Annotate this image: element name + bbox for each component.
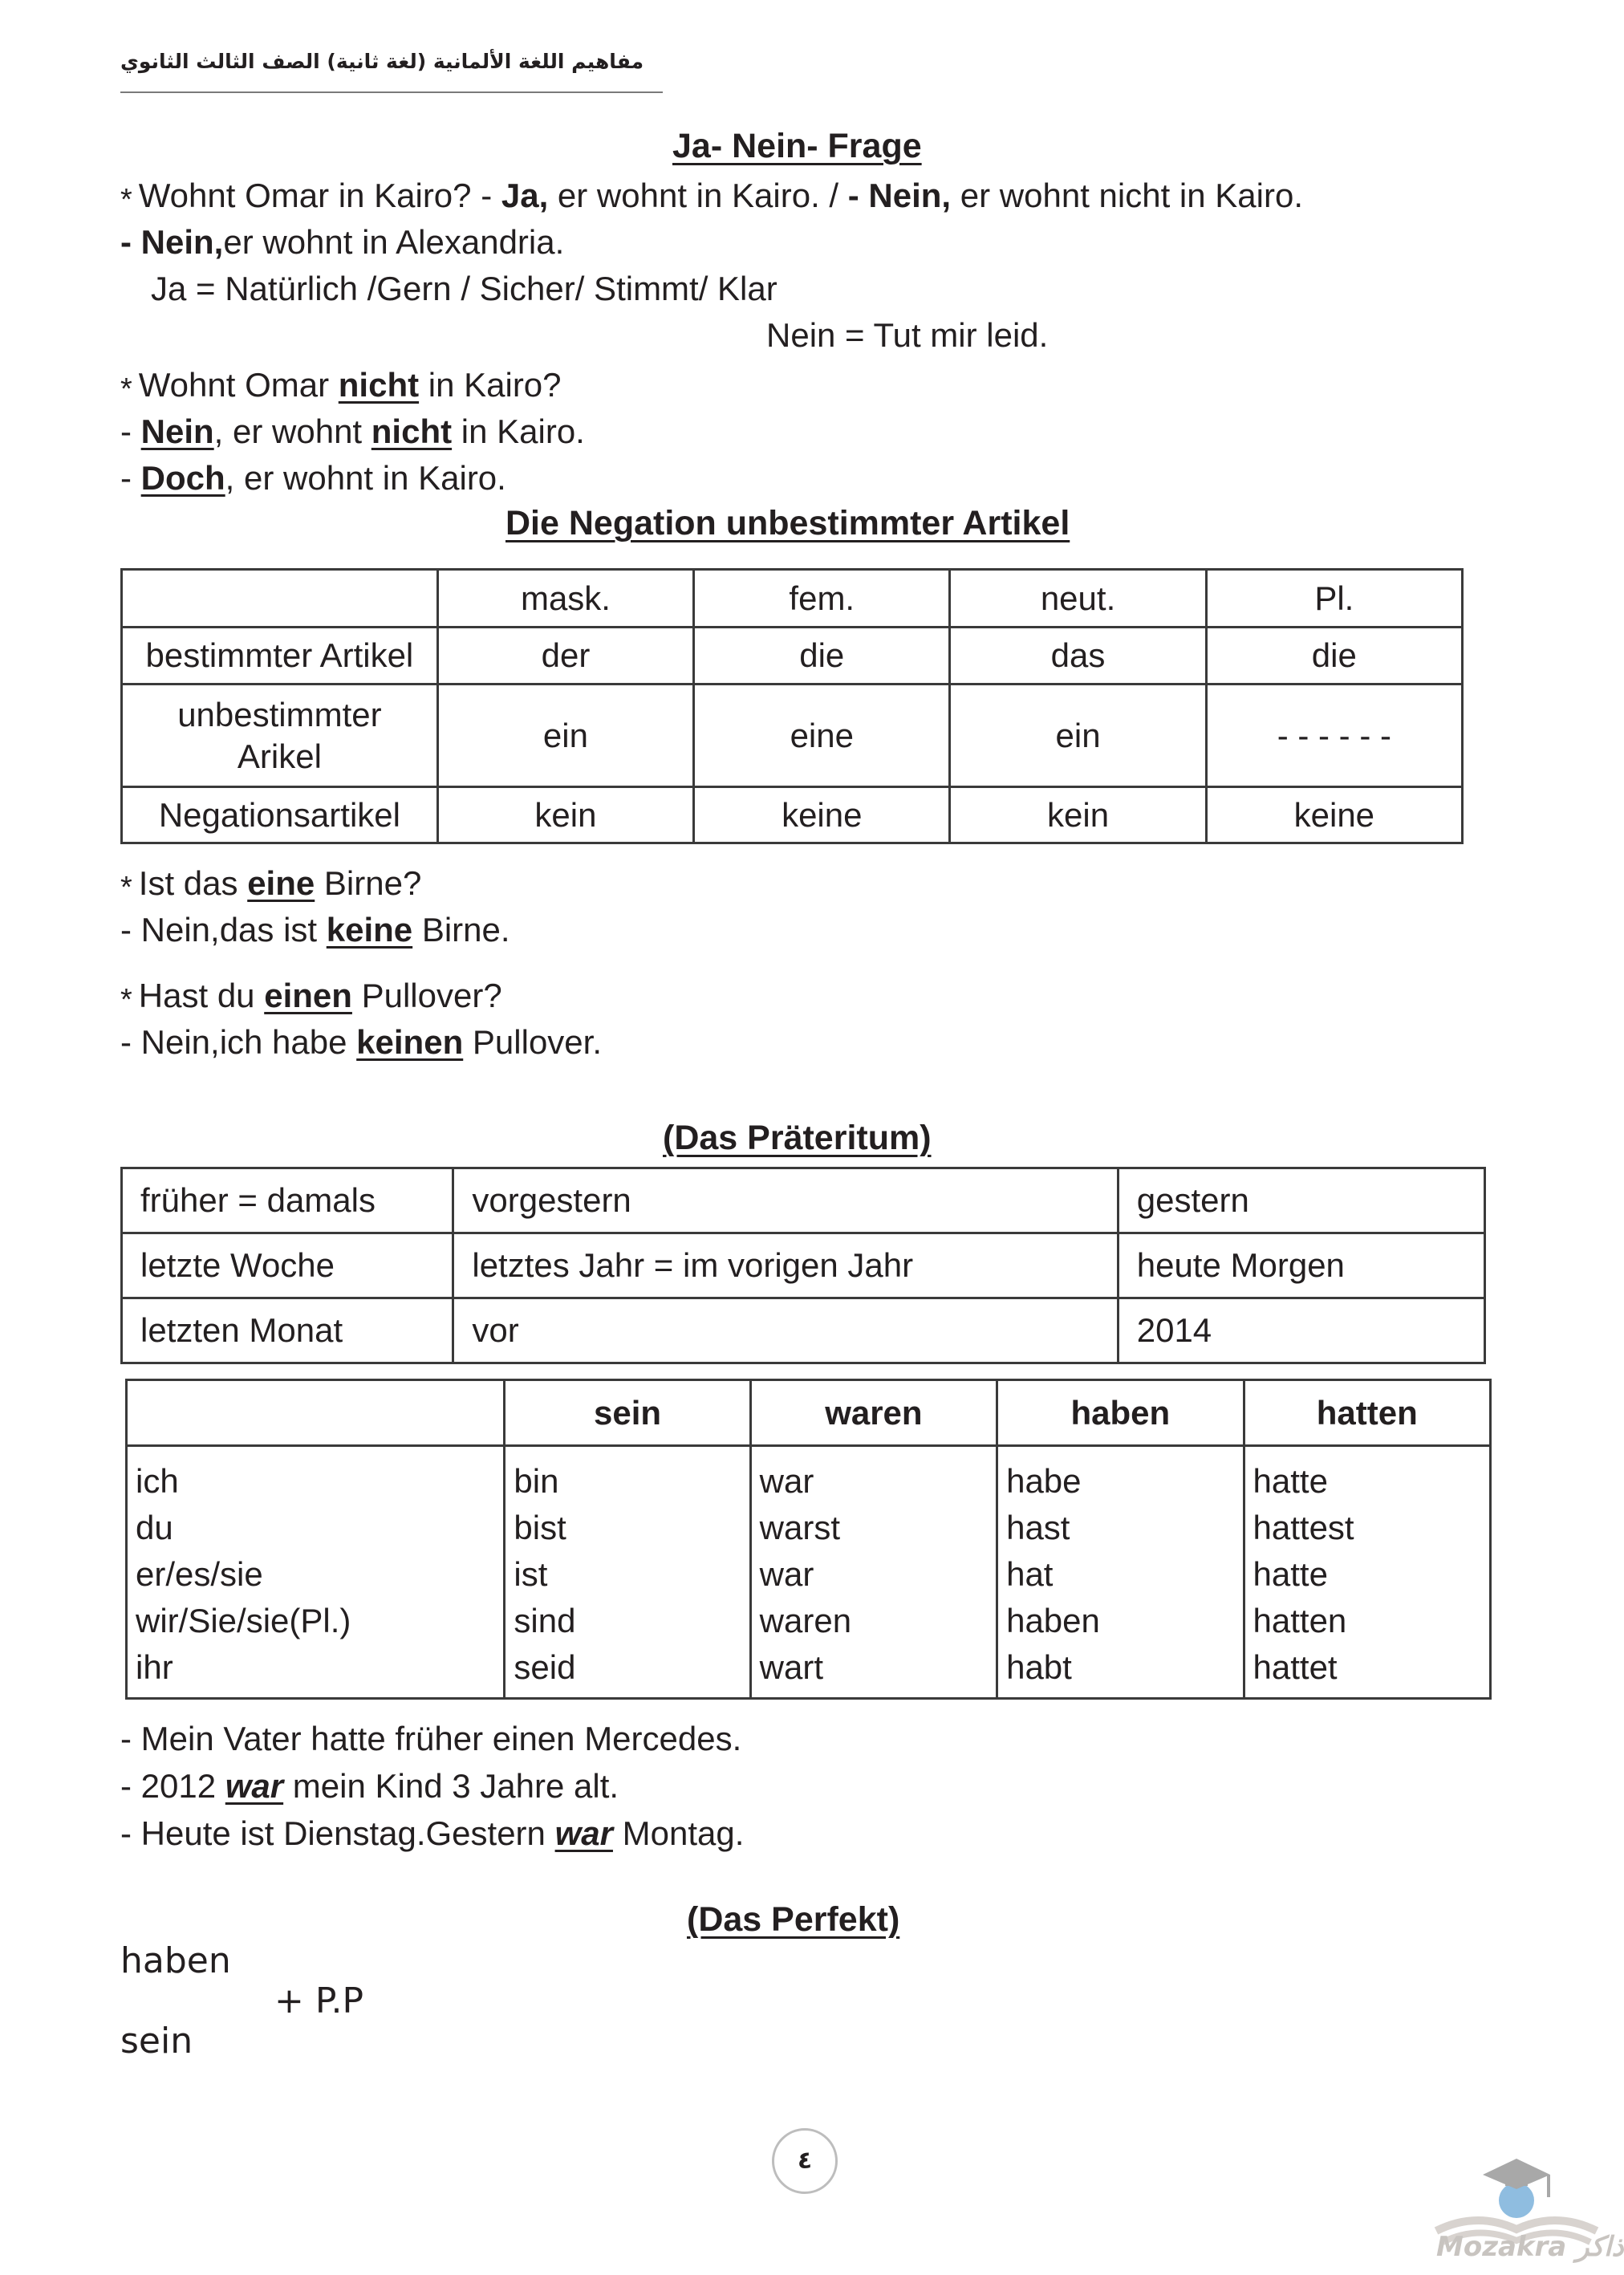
verb-form: ist [514, 1555, 548, 1593]
praet-example-1: - Mein Vater hatte früher einen Mercedes. [120, 1720, 742, 1757]
verb-form: hast [1006, 1509, 1070, 1546]
q1-line [120, 173, 1303, 221]
negation-cell: die [694, 628, 950, 685]
negation-cell: keine [694, 787, 950, 843]
q2-line [120, 362, 562, 410]
q1-nein: - Nein, [847, 177, 952, 214]
verb-form: hattest [1253, 1509, 1354, 1546]
negation-cell: Negationsartikel [122, 787, 438, 843]
negation-header-cell [122, 570, 438, 628]
ex3-war: war [554, 1814, 613, 1852]
ex2-pre: - 2012 [120, 1767, 225, 1805]
a2-nicht: nicht [371, 412, 453, 450]
q2-pre: Wohnt Omar [138, 366, 339, 404]
bullet-star: * [120, 372, 132, 406]
negation-cell: kein [437, 787, 693, 843]
negation-header-cell: neut. [950, 570, 1206, 628]
header-divider [120, 91, 663, 93]
negation-cell: keine [1206, 787, 1462, 843]
conjugation-header-cell: waren [750, 1380, 997, 1446]
ex3-post: Montag. [612, 1814, 745, 1852]
verb-form: habe [1006, 1462, 1082, 1500]
nein-synonym: Nein = Tut mir leid. [766, 316, 1049, 354]
conjugation-header-cell [127, 1380, 505, 1446]
q1-line2-nein: - Nein, [120, 223, 224, 261]
time-row [122, 1233, 1485, 1298]
neg-ex1-pre: Ist das [138, 864, 248, 902]
verb-form: bin [514, 1462, 559, 1500]
conjugation-header-cell: sein [505, 1380, 750, 1446]
bullet-star: * [120, 983, 132, 1017]
section-title-negation: Die Negation unbestimmter Artikel [505, 504, 1070, 542]
neg-ex1-question [120, 860, 421, 908]
conjugation-header-cell: hatten [1244, 1380, 1490, 1446]
negation-cell: kein [950, 787, 1206, 843]
neg-ex1-post: Birne? [315, 864, 422, 902]
verb-form: sind [514, 1602, 576, 1639]
verb-form: waren [759, 1602, 852, 1639]
neg-ex2a-word: keinen [356, 1023, 464, 1061]
neg-ex2a-pre: - Nein,ich habe [120, 1023, 357, 1061]
q1-question: Wohnt Omar in Kairo? - [138, 177, 501, 214]
bullet-star: * [120, 183, 132, 217]
ex2-post: mein Kind 3 Jahre alt. [283, 1767, 619, 1805]
mozakra-logo-text: Mozakra ذاكر [1436, 2231, 1624, 2263]
pronoun: wir/Sie/sie(Pl.) [136, 1602, 351, 1639]
a2-doch-line [120, 455, 506, 502]
negation-cell: die [1206, 628, 1462, 685]
sein-column [505, 1446, 750, 1699]
pronoun: ich [136, 1462, 179, 1500]
time-cell: letzten Monat [122, 1298, 453, 1363]
conjugation-header-cell: haben [997, 1380, 1244, 1446]
praet-example-2 [120, 1763, 619, 1810]
negation-row [122, 628, 1463, 685]
neg-ex2-question [120, 973, 502, 1021]
q2-nicht: nicht [338, 366, 420, 404]
section-title-praeteritum: (Das Präteritum) [663, 1119, 932, 1157]
q1-ja: Ja, [501, 177, 549, 214]
verb-form: wart [759, 1648, 824, 1686]
time-cell: 2014 [1118, 1298, 1484, 1363]
haben-column [997, 1446, 1244, 1699]
negation-header-cell: Pl. [1206, 570, 1462, 628]
perfekt-pp: + P.P [274, 1980, 364, 2021]
hatten-column [1244, 1446, 1490, 1699]
time-expressions-table [120, 1167, 1486, 1364]
q1-ja-rest: er wohnt in Kairo. / [548, 177, 848, 214]
time-row [122, 1168, 1485, 1233]
neg-ex2-word: einen [264, 977, 352, 1014]
negation-row [122, 685, 1463, 787]
verb-form: haben [1006, 1602, 1100, 1639]
verb-form: hatten [1253, 1602, 1347, 1639]
time-cell: gestern [1118, 1168, 1484, 1233]
bullet-star: * [120, 871, 132, 904]
dash: - [120, 459, 141, 497]
time-cell: früher = damals [122, 1168, 453, 1233]
negation-header-cell: mask. [437, 570, 693, 628]
verb-form: war [759, 1462, 814, 1500]
perfekt-sein: sein [120, 2021, 193, 2062]
page-header-title: مفاهيم اللغة الألمانية (لغة ثانية) الصف الثالث الثانوي [120, 50, 644, 73]
ex3-pre: - Heute ist Dienstag.Gestern [120, 1814, 555, 1852]
pronoun-column [127, 1446, 505, 1699]
negation-table [120, 568, 1464, 844]
neg-ex2-post: Pullover? [351, 977, 502, 1014]
neg-ex1-word: eine [247, 864, 315, 902]
neg-ex1a-word: keine [326, 911, 413, 949]
praet-example-3 [120, 1810, 744, 1857]
negation-cell: unbestimmter Arikel [122, 685, 438, 787]
negation-header-row [122, 570, 1463, 628]
verb-form: hatte [1253, 1555, 1328, 1593]
negation-row [122, 787, 1463, 843]
verb-form: habt [1006, 1648, 1072, 1686]
negation-cell: eine [694, 685, 950, 787]
pronoun: du [136, 1509, 173, 1546]
a2-doch-post: , er wohnt in Kairo. [225, 459, 506, 497]
time-cell: heute Morgen [1118, 1233, 1484, 1298]
q1-nein-rest: er wohnt nicht in Kairo. [951, 177, 1303, 214]
time-cell: vorgestern [453, 1168, 1118, 1233]
a2-mid: , er wohnt [213, 412, 371, 450]
verb-form: warst [759, 1509, 841, 1546]
dash: - [120, 412, 141, 450]
neg-ex2-pre: Hast du [138, 977, 265, 1014]
negation-header-cell: fem. [694, 570, 950, 628]
neg-ex1a-post: Birne. [412, 911, 510, 949]
conjugation-header-row [127, 1380, 1491, 1446]
section-title-ja-nein: Ja- Nein- Frage [672, 127, 922, 165]
perfekt-haben: haben [120, 1940, 231, 1981]
a2-post: in Kairo. [452, 412, 585, 450]
negation-cell: - - - - - - [1206, 685, 1462, 787]
conjugation-body-row [127, 1446, 1491, 1699]
time-cell: vor [453, 1298, 1118, 1363]
a2-nein-line [120, 408, 585, 455]
negation-cell: das [950, 628, 1206, 685]
neg-ex1a-pre: - Nein,das ist [120, 911, 327, 949]
negation-cell: der [437, 628, 693, 685]
neg-ex2-answer [120, 1019, 602, 1066]
conjugation-table [125, 1379, 1492, 1700]
verb-form: war [759, 1555, 814, 1593]
pronoun: ihr [136, 1648, 173, 1686]
time-cell: letzte Woche [122, 1233, 453, 1298]
negation-cell: ein [950, 685, 1206, 787]
ex2-war: war [225, 1767, 284, 1805]
time-row [122, 1298, 1485, 1363]
q1-line2-rest: er wohnt in Alexandria. [223, 223, 565, 261]
q1-line2 [120, 219, 564, 266]
pronoun: er/es/sie [136, 1555, 263, 1593]
verb-form: bist [514, 1509, 566, 1546]
a2-doch: Doch [140, 459, 225, 497]
page-number: ٤ [772, 2128, 838, 2194]
waren-column [750, 1446, 997, 1699]
neg-ex1-answer [120, 907, 510, 953]
verb-form: seid [514, 1648, 576, 1686]
negation-cell: ein [437, 685, 693, 787]
ja-synonyms: Ja = Natürlich /Gern / Sicher/ Stimmt/ Klar [151, 270, 777, 307]
verb-form: hat [1006, 1555, 1054, 1593]
verb-form: hatte [1253, 1462, 1328, 1500]
neg-ex2a-post: Pullover. [463, 1023, 602, 1061]
time-cell: letztes Jahr = im vorigen Jahr [453, 1233, 1118, 1298]
q2-post: in Kairo? [419, 366, 562, 404]
section-title-perfekt: (Das Perfekt) [687, 1900, 900, 1939]
negation-cell: bestimmter Artikel [122, 628, 438, 685]
a2-nein: Nein [140, 412, 214, 450]
verb-form: hattet [1253, 1648, 1338, 1686]
